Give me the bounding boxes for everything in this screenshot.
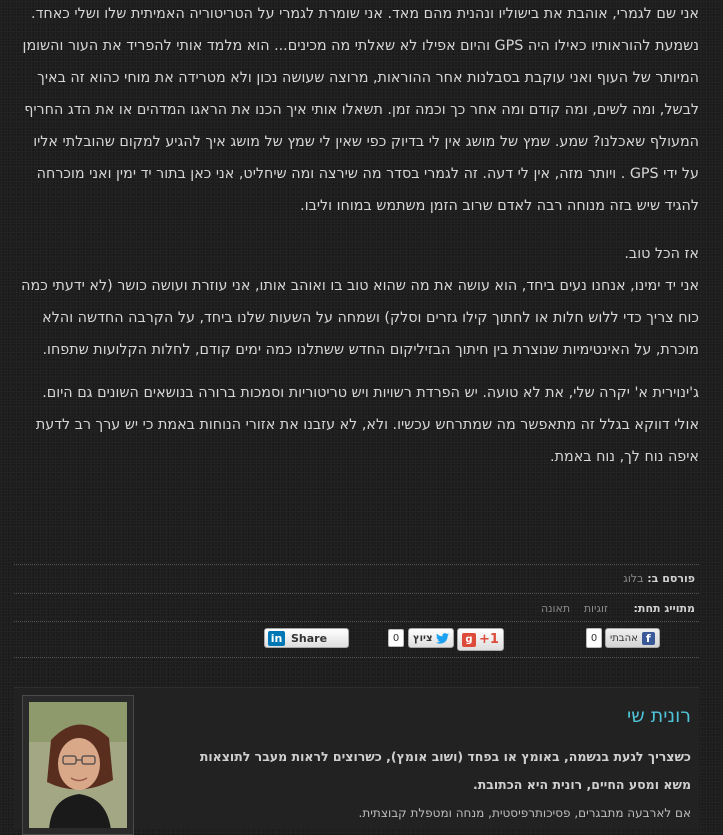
gplus-button[interactable]: [457, 628, 504, 651]
tweet-label: ציוץ: [413, 632, 433, 644]
posted-label: פורסם ב:: [647, 572, 695, 585]
posted-in: [623, 572, 695, 585]
twitter-bird-icon: [436, 633, 449, 644]
divider: [14, 564, 699, 565]
author-bio: כשצריך לגעת בנשמה, באומץ או בפחד (ושוב אומץ), כשרוצים לראות מעבר לתוצאות משא ומסע החיים, רונית היא הכתובת.: [199, 749, 691, 792]
divider: [14, 593, 699, 594]
linkedin-share-button[interactable]: [264, 628, 349, 648]
tweet-button[interactable]: [408, 628, 454, 648]
article-paragraph: אני שם לגמרי, אוהבת את בישוליו ונהנית מהם מאד. אני שומרת לגמרי על הטריטוריה האמיתית שלו ושלי כאחד. נשמעת להוראותיו כאילו היה GPS והיום אפילו לא שאלתי מה מכינים... הוא מלמד אותי להפריד את העור והשומן המיותר של העוף ואני עוקבת בסבלנות אחר ההוראות, מרוצה שעושה נכון ולא מטרידה את מוחי כהוא זה באיך לבשל, ומה לשים, ומה קודם ומה אחר כך וכמה זמן. תשאלו אותי איך הכנו את הראגו המדהים או את הדג החריף המעולף שאכלנו? שמע. שמץ של מושג אין לי בדיוק כפי שאין לי שמץ של מושג איך להגיע למקום שהובלתי אליו על ידי GPS . ויותר מזה, אין לי דעה. זה לגמרי בסדר מה שירצה ומה שיחליט, אני כאן בתור יד ימין ואני מוכרחה להגיד שיש בזה מנוחה רבה לאדם שרוב הזמן משתמש במוחו וליבו.: [22, 6, 699, 214]
linkedin-icon: in: [268, 631, 285, 646]
article-paragraph: אז הכל טוב. אני יד ימינו, אנחנו נעים ביחד, הוא עושה את מה שהוא טוב בו ואוהב אותו, אני עוזרת ועושה כושר (לא ידעתי כמה כוח צריך כדי ללוש חלות או לחתוך קילו גזרים וסלק) ושמחה על השעות שלנו ביחד, על הקרבה החדשה והלא מוכרת, על האינטימיות שנוצרת בין חיתוך הבזיליקום החדש ששתלנו כמה ימים קודם, לחלות הקלועות שתפחו.: [21, 246, 699, 358]
facebook-like-button[interactable]: [605, 628, 660, 648]
tagged-label: מתוייג תחת:: [633, 602, 695, 615]
author-box: [14, 687, 699, 829]
facebook-like[interactable]: [586, 628, 660, 648]
like-label: אהבתי: [610, 632, 638, 644]
category-link[interactable]: בלוג: [623, 572, 644, 585]
tweet-count: 0: [388, 629, 404, 647]
tagged-under: [541, 602, 695, 615]
linkedin-share-label: Share: [291, 631, 328, 645]
author-description: אם לארבעה מתבגרים, פסיכותרפיסטית, מנחה ומטפלת קבוצתית.: [358, 806, 691, 820]
gplus-share[interactable]: [457, 628, 504, 651]
facebook-icon: f: [642, 632, 655, 645]
article-paragraph: ג'ינוירית א' יקרה שלי, את לא טועה. יש הפרדת רשויות ויש טריטוריות וסמכות ברורה בנושאים השונים גם היום. אולי דווקא בגלל זה מתאפשר מה שמתרחש עכשיו. ולא, לא עזבנו את אזורי הנוחות באמת כי יש ערך רב לדעת איפה נוח לך, נוח באמת.: [35, 385, 699, 465]
like-count: 0: [586, 628, 602, 648]
gplus-icon: g: [462, 633, 476, 647]
article-body: [16, 0, 699, 473]
linkedin-share[interactable]: [264, 628, 349, 648]
gplus-label: +1: [479, 632, 499, 647]
author-name[interactable]: רונית שי: [627, 705, 691, 727]
tag-link[interactable]: זוגיות: [583, 602, 608, 615]
divider: [14, 657, 699, 658]
author-photo-frame: [22, 695, 134, 835]
tag-link[interactable]: תאונה: [540, 602, 571, 615]
author-photo: [29, 702, 127, 828]
twitter-share[interactable]: [388, 628, 454, 648]
divider: [14, 621, 699, 622]
